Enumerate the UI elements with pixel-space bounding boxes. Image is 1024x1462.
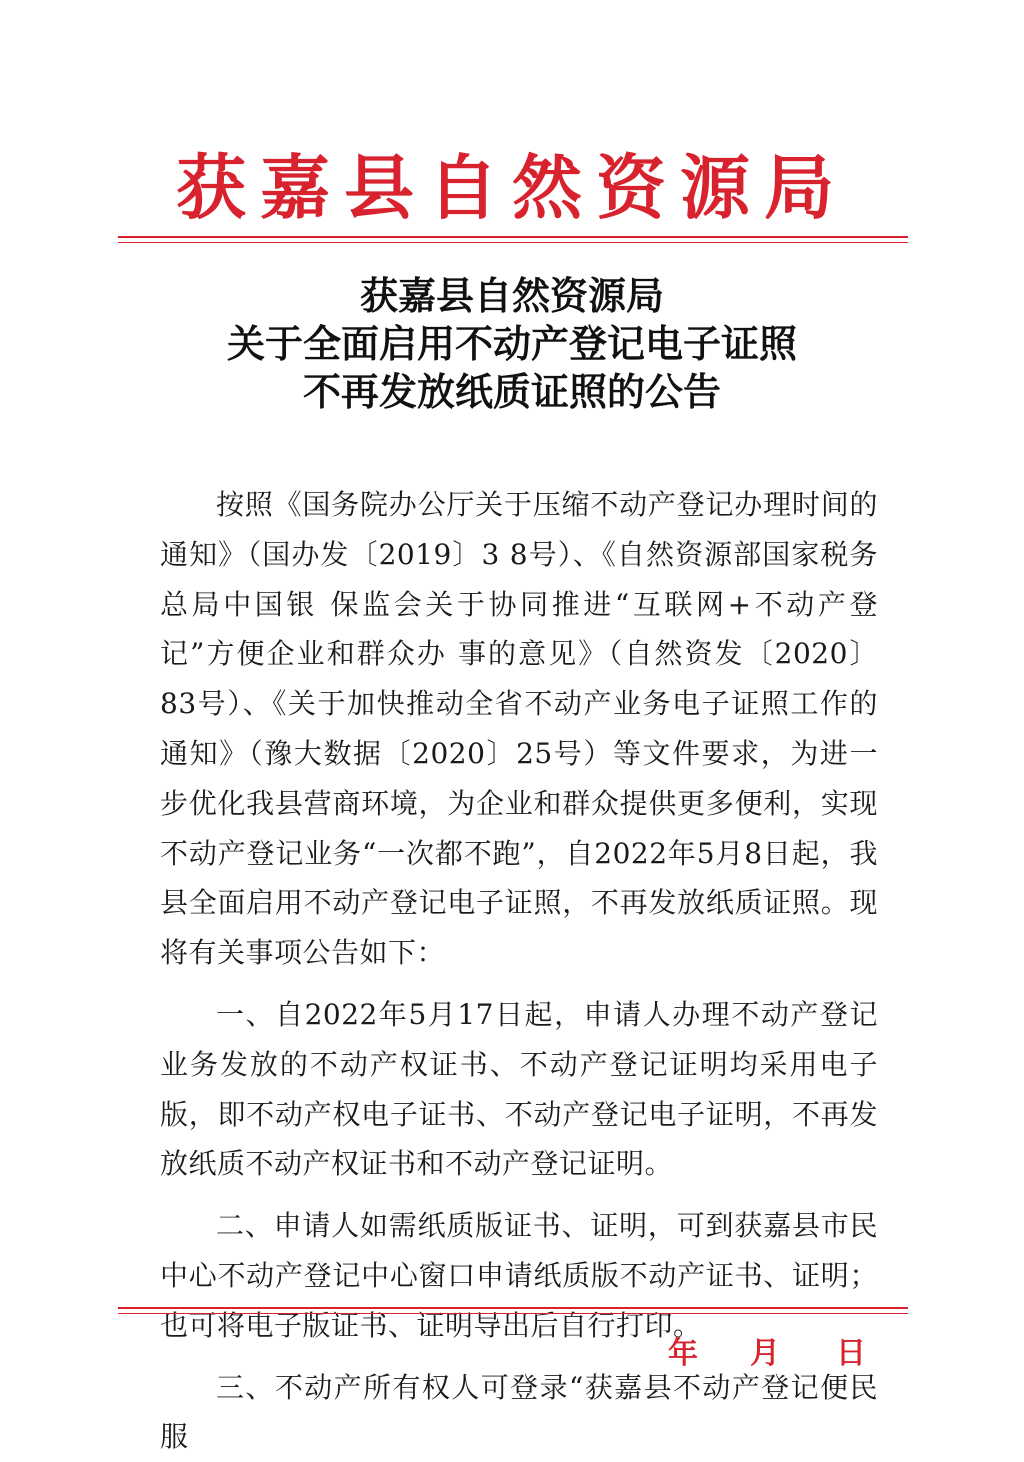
letterhead-rule-top xyxy=(118,236,908,238)
footer-rule-top xyxy=(118,1307,908,1309)
document-title xyxy=(0,272,1024,416)
title-line-3: 不再发放纸质证照的公告 xyxy=(302,370,721,414)
footer-month-label: 月 xyxy=(750,1336,780,1371)
letterhead-rule-bottom xyxy=(118,242,908,243)
footer-rule-bottom xyxy=(118,1313,908,1314)
body-paragraph-2: 二、申请人如需纸质版证书、证明，可到获嘉县市民中心不动产登记中心窗口申请纸质版不动产证书、证明；也可将电子版证书、证明导出后自行打印。 xyxy=(160,1209,878,1342)
body-paragraph-3: 三、不动产所有权人可登录“获嘉县不动产登记便民服 xyxy=(160,1370,878,1454)
letterhead-org-name: 获嘉县自然资源局 xyxy=(176,146,848,229)
title-line-1: 获嘉县自然资源局 xyxy=(359,274,664,318)
body-paragraph-1: 一、自2022年5月17日起，申请人办理不动产登记业务发放的不动产权证书、不动产登记证明均采用电子版，即不动产权电子证书、不动产登记电子证明，不再发放纸质不动产权证书和不动产登记证明。 xyxy=(160,997,878,1181)
footer-date xyxy=(600,1328,866,1371)
title-line-2: 关于全面启用不动产登记电子证照 xyxy=(226,322,797,366)
body-paragraph-intro: 按照《国务院办公厅关于压缩不动产登记办理时间的通知》（国办发〔2019〕3 8号）、《自然资源部国家税务总局中国银 保监会关于协同推进“互联网+不动产登记”方便企业和群众办 事的意见》（自然资发〔2020〕83号）、《关于加快推动全省不动产业务电子证照工作的通知》（豫大数据〔2020〕25号）等文件要求，为进一步优化我县营商环境，为企业和群众提供更多便利，实现不动产登记业务“一次都不跑”，自2022年5月8日起，我县全面启用不动产登记电子证照，不再发放纸质证照。现将有关事项公告如下： xyxy=(160,488,878,970)
footer-year-label: 年 xyxy=(668,1336,698,1371)
footer-day-label: 日 xyxy=(836,1336,866,1371)
document-body xyxy=(160,480,878,1462)
